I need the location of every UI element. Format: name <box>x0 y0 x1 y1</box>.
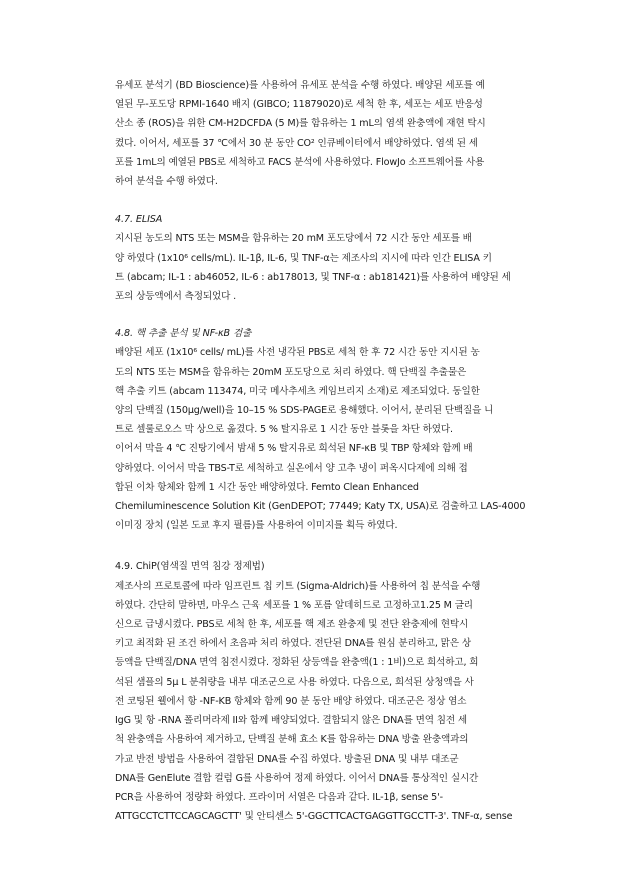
text-line: 이미징 장치 (일본 도쿄 후지 필름)를 사용하여 이미지를 획득 하였다. <box>115 520 398 532</box>
text-line: 유세포 분석기 (BD Bioscience)를 사용하여 유세포 분석을 수행 하였다. 배양된 세포를 예 <box>115 80 485 91</box>
section-4-9-paragraph <box>115 577 529 827</box>
text-line: 하여 분석을 수행 하였다. <box>115 176 218 188</box>
section-4-6-paragraph <box>115 76 529 191</box>
text-line: 이어서 막을 4 ℃ 진탕기에서 밤새 5 % 탈지유로 희석된 NF-κB 및 TBP 항체와 함께 배 <box>115 443 473 455</box>
text-line: 석된 샘플의 5μ L 분취량을 내부 대조군으로 사용 하였다. 다음으로, 희석된 상청액을 사 <box>115 676 474 688</box>
text-line: 제조사의 프로토콜에 따라 임프린트 칩 키트 (Sigma-Aldrich)를 사용하여 칩 분석을 수행 <box>115 580 481 592</box>
text-line: 배양된 세포 (1x10⁶ cells/ mL)를 사전 냉각된 PBS로 세척 한 후 72 시간 동안 지시된 농 <box>115 347 480 359</box>
text-line: 양하였다. 이어서 막을 TBS-T로 세척하고 실온에서 양 고추 냉이 퍼옥시다제에 의해 접 <box>115 462 468 474</box>
text-line: 지시된 농도의 NTS 또는 MSM을 함유하는 20 mM 포도당에서 72 시간 동안 세포를 배 <box>115 233 472 245</box>
section-4-7-paragraph <box>115 229 529 306</box>
section-4-8-paragraph <box>115 343 529 535</box>
section-heading-nuclear-extraction: 4.8. 핵 추출 분석 및 NF-κB 검출 <box>115 328 252 340</box>
text-line: 양의 단백질 (150μg/well)을 10–15 % SDS-PAGE로 용해했다. 이어서, 분리된 단백질을 니 <box>115 405 494 417</box>
text-line: PCR을 사용하여 정량화 하였다. 프라이머 서열은 다음과 같다. IL-1β, sense 5'- <box>115 791 443 803</box>
text-line: 가교 반전 방법을 사용하여 결합된 DNA를 수집 하였다. 방출된 DNA 및 내부 대조군 <box>115 753 459 765</box>
text-line: 등액을 단백질/DNA 면역 침전시켰다. 정화된 상등액을 완충액(1 : 1비)으로 희석하고, 희 <box>115 657 479 669</box>
text-line: 척 완충액을 사용하여 제거하고, 단백질 분해 효소 K를 함유하는 DNA 방출 완충액과의 <box>115 734 469 746</box>
text-line: 합된 이차 항체와 함께 1 시간 동안 배양하였다. Femto Clean Enhanced <box>115 481 419 493</box>
text-line: 도의 NTS 또는 MSM을 함유하는 20mM 포도당으로 처리 하였다. 핵 단백질 추출물은 <box>115 366 467 378</box>
section-heading-chip: 4.9. ChiP(염색질 면역 침강 정제법) <box>115 561 265 573</box>
document-page <box>115 76 529 826</box>
text-line: Chemiluminescence Solution Kit (GenDEPOT; 77449; Katy TX, USA)로 검출하고 LAS-4000 <box>115 501 526 513</box>
text-line: 트로 셀룰로오스 막 상으로 옮겼다. 5 % 탈지유로 1 시간 동안 블롯을 차단 하였다. <box>115 424 453 436</box>
text-line: DNA를 GenElute 결합 컬럼 G를 사용하여 정제 하였다. 이어서 DNA를 통상적인 실시간 <box>115 772 479 784</box>
text-line: 트 (abcam; IL-1 : ab46052, IL-6 : ab178013, 및 TNF-α : ab181421)를 사용하여 배양된 세 <box>115 271 511 283</box>
text-line: 양 하였다 (1x10⁶ cells/mL). IL-1β, IL-6, 및 TNF-α는 제조사의 지시에 따라 인간 ELISA 키 <box>115 252 492 264</box>
text-line: 신으로 급냉시켰다. PBS로 세척 한 후, 세포를 핵 제조 완충제 및 전단 완충제에 현탁시 <box>115 619 469 631</box>
text-line: 키고 최적화 된 조건 하에서 초음파 처리 하였다. 전단된 DNA를 원심 분리하고, 맑은 상 <box>115 638 471 650</box>
text-line: 포의 상등액에서 측정되었다 . <box>115 291 237 303</box>
text-line: 산소 종 (ROS)을 위한 CM-H2DCFDA (5 M)를 함유하는 1 mL의 염색 완충액에 재현 탁시 <box>115 118 486 130</box>
section-heading-elisa: 4.7. ELISA <box>115 214 163 226</box>
text-line: 핵 추출 키트 (abcam 113474, 미국 메사추세츠 케임브리지 소재)로 제조되었다. 동일한 <box>115 385 480 397</box>
text-line: 열된 무-포도당 RPMI-1640 배지 (GIBCO; 11879020)로 세척 한 후, 세포는 세포 반응성 <box>115 99 483 111</box>
text-line: 켰다. 이어서, 세포를 37 ℃에서 30 분 동안 CO² 인큐베이터에서 배양하였다. 염색 된 세 <box>115 137 478 149</box>
text-line: IgG 및 항 -RNA 폴리머라제 II와 함께 배양되었다. 결합되지 않은 DNA를 면역 침전 세 <box>115 715 467 727</box>
text-line: 포를 1mL의 예열된 PBS로 세척하고 FACS 분석에 사용하였다. FlowJo 소프트웨어를 사용 <box>115 156 485 168</box>
text-line: 하였다. 간단히 말하면, 마우스 근육 세포를 1 % 포름 알데히드로 고정하고1.25 M 글리 <box>115 599 473 611</box>
text-line: ATTGCCTCTTCCAGCAGCTT' 및 안티센스 5'-GGCTTCACTGAGGTTGCCTT-3'. TNF-α, sense <box>115 811 513 823</box>
text-line: 전 코팅된 웰에서 항 -NF-KB 항체와 함께 90 분 동안 배양 하였다. 대조군은 정상 염소 <box>115 695 467 707</box>
